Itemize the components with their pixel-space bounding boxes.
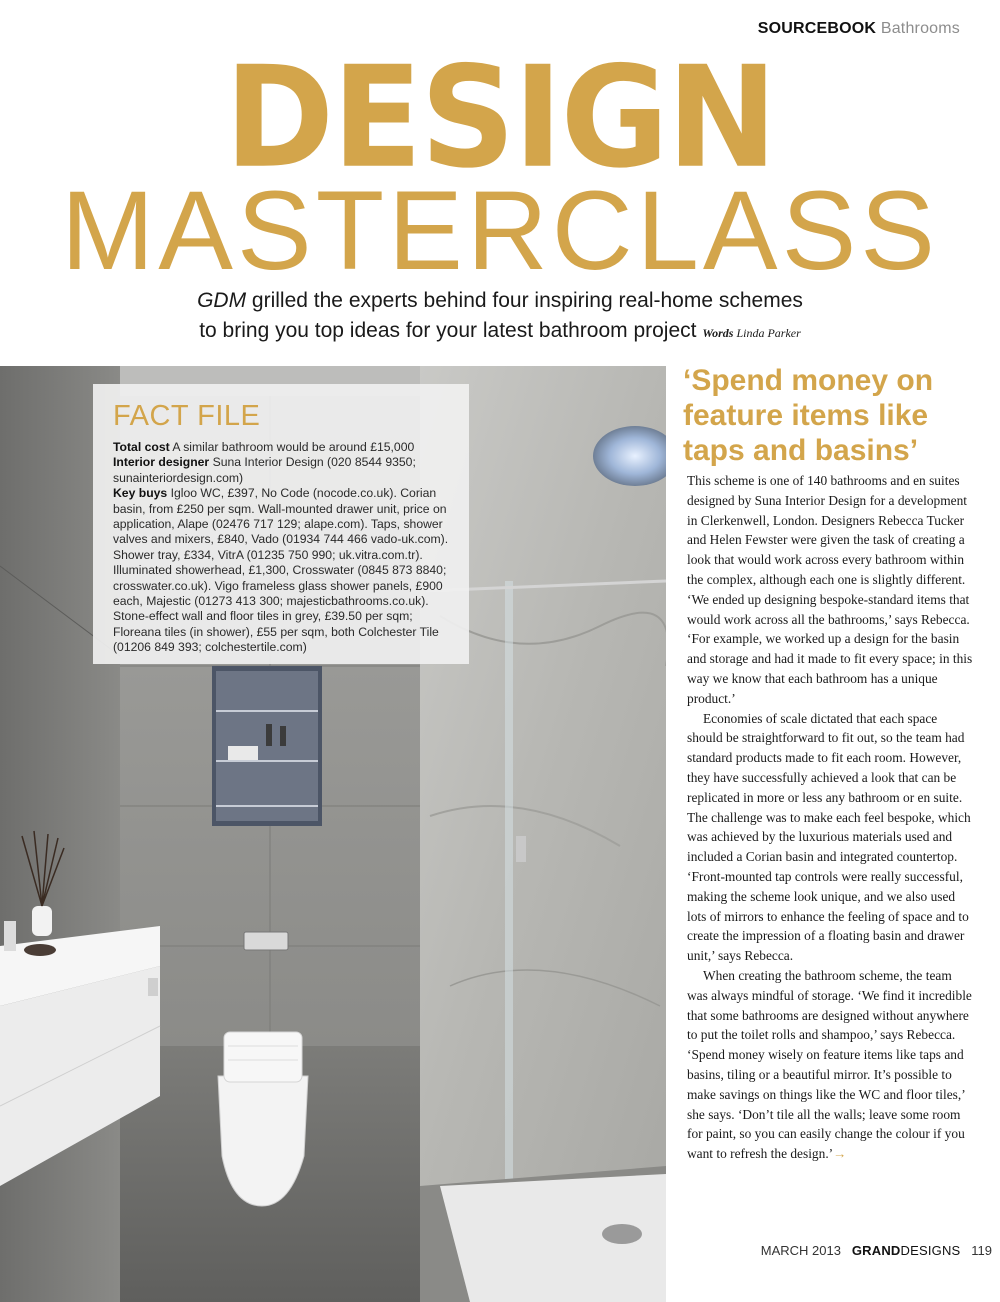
standfirst-line-2-text: to bring you top ideas for your latest bathroom project: [199, 319, 697, 342]
fact-value: Suna Interior Design (020 8544 9350; sunainteriordesign.com): [113, 455, 416, 485]
fact-item: [113, 486, 449, 655]
standfirst-line-1-text: grilled the experts behind four inspiring real-home schemes: [246, 289, 803, 312]
headline-design: DESIGN: [224, 36, 776, 200]
page-number: 119: [971, 1243, 992, 1258]
standfirst-line-2: [0, 316, 1000, 348]
fact-item: [113, 440, 449, 455]
issue-date: MARCH 2013: [760, 1243, 841, 1258]
byline-name: Linda Parker: [736, 326, 801, 340]
fact-label: Total cost: [113, 440, 170, 454]
body-paragraph: [687, 966, 975, 1164]
byline-label: Words: [702, 326, 734, 340]
section-tag: [758, 20, 960, 38]
article-body: [687, 471, 975, 1164]
page-footer: [761, 1243, 992, 1258]
fact-file-body: [113, 440, 449, 656]
fact-file-title: FACT FILE: [113, 400, 261, 432]
fact-item: [113, 455, 449, 486]
fact-label: Interior designer: [113, 455, 210, 470]
body-paragraph-text: When creating the bathroom scheme, the team was always mindful of storage. ‘We find it incredible that some bathrooms are designed without anywhere to put the toilet rolls and shampoo,’ says Rebecca. ‘Spend money wisely on feature items like taps and basins, tiling or a beautiful mirror. It’s possible to make savings on things like the WC and floor tiles,’ she says. ‘Don’t tile all the walls; leave some room for paint, so you can easily change the colour if you want to refresh the design.’: [687, 967, 972, 1162]
standfirst-magazine: GDM: [197, 289, 247, 312]
section-name: SOURCEBOOK: [757, 20, 877, 37]
pull-quote: ‘Spend money on feature items like taps and basins’: [683, 364, 934, 467]
headline-masterclass: MASTERCLASS: [61, 168, 939, 293]
fact-value: Igloo WC, £397, No Code (nocode.co.uk). Corian basin, from £250 per sqm. Wall-mounted drawer unit, price on application, Alape (02476 717 129; alape.com). Taps, shower valves and mixers, £840, Vado (01934 744 466 vado-uk.com). Shower tray, £334, VitrA (01235 750 990; uk.vitra.com.tr). Illuminated showerhead, £1,300, Crosswater (0845 873 8840; crosswater.co.uk). Vigo frameless glass shower panels, £900 each, Majestic (01273 413 300; majesticbathrooms.co.uk). Stone-effect wall and floor tiles in grey, £39.50 per sqm; Floreana tiles (in shower), £55 per sqm, both Colchester Tile (01206 849 393; colchestertile.com): [113, 486, 449, 655]
standfirst: [0, 286, 1000, 348]
body-paragraph: This scheme is one of 140 bathrooms and en suites designed by Suna Interior Design for a development in Clerkenwell, London. Designers Rebecca Tucker and Helen Fewster were given the task of creating a look that would work across every bathroom within the complex, although each one is slightly different. ‘We ended up designing bespoke-standard items that would work across all the bathrooms,’ says Rebecca. ‘For example, we worked up a design for the basin and storage and had it made to fit every space; in this way we know that each bathroom has a unique product.’: [687, 473, 973, 706]
fact-label: Key buys: [113, 486, 168, 501]
magazine-name-bold: GRAND: [851, 1243, 901, 1258]
byline: [702, 326, 800, 340]
fact-file-box: [93, 384, 469, 664]
magazine-name-light: DESIGNS: [900, 1243, 961, 1258]
fact-value: A similar bathroom would be around £15,000: [172, 440, 415, 454]
section-category: Bathrooms: [880, 20, 960, 37]
standfirst-line-1: [0, 286, 1000, 316]
body-paragraph: Economies of scale dictated that each space should be straightforward to fit out, so the team had standard products made to fit each room. However, they have successfully achieved a look that can be replicated in more or less any bathroom or en suite. The challenge was to make each feel bespoke, which was achieved by the luxurious materials used and included a Corian basin and integrated countertop. ‘Front-mounted tap controls were really successful, making the scheme look unique, and we also used lots of mirrors to enhance the feeling of space and to create the impression of a floating basin and drawer unit,’ says Rebecca.: [687, 710, 971, 964]
continue-arrow-icon: →: [833, 1146, 847, 1162]
magazine-logo: [852, 1243, 961, 1258]
